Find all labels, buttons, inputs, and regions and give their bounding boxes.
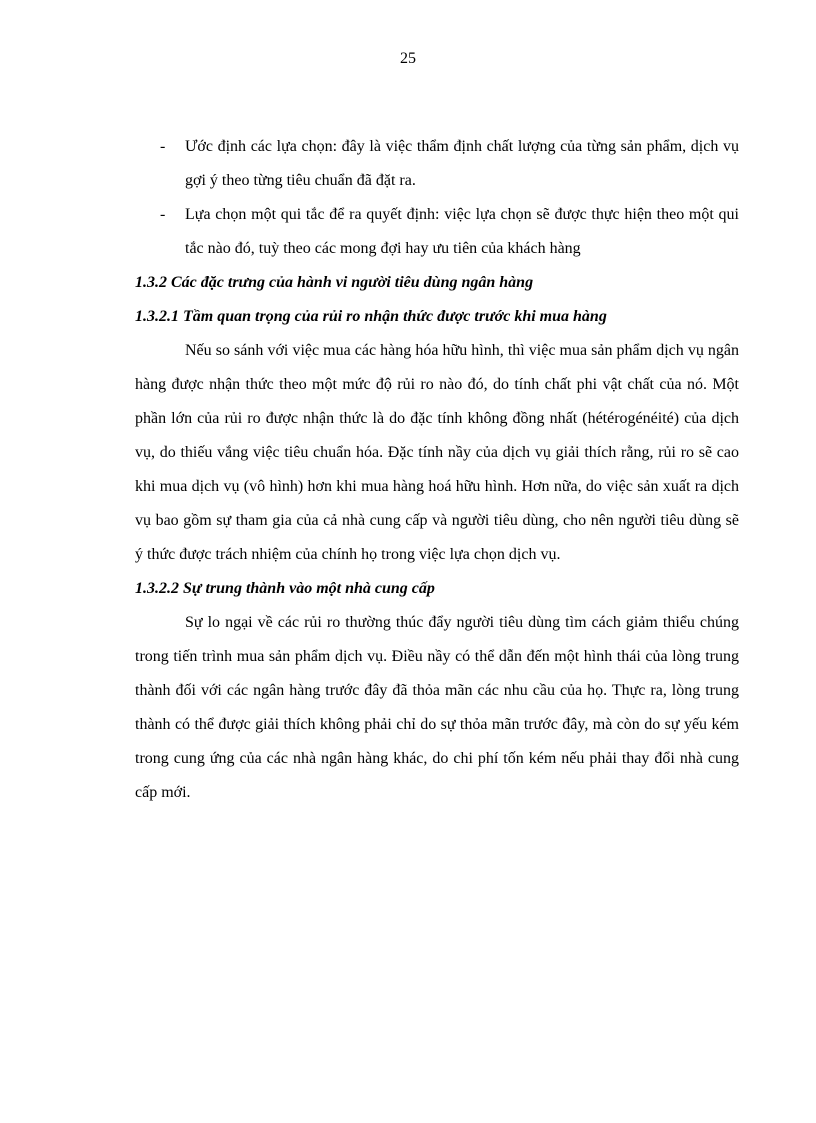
paragraph-perceived-risk: Nếu so sánh với việc mua các hàng hóa hữu hình, thì việc mua sản phẩm dịch vụ ngân hàng được nhận thức theo một mức độ rủi ro nào đó, do tính chất phi vật chất của nó. Một phần lớn của rủi ro được nhận thức là do đặc tính không đồng nhất (hétérogénéité) của dịch vụ, do thiếu vắng việc tiêu chuẩn hóa. Đặc tính nầy của dịch vụ giải thích rằng, rủi ro sẽ cao khi mua dịch vụ (vô hình) hơn khi mua hàng hoá hữu hình. Hơn nữa, do việc sản xuất ra dịch vụ bao gồm sự tham gia của cả nhà cung cấp và người tiêu dùng, cho nên người tiêu dùng sẽ ý thức được trách nhiệm của chính họ trong việc lựa chọn dịch vụ. (135, 342, 739, 563)
bullet-item-decision-rule (135, 198, 739, 266)
section-heading-1-3-2-1: 1.3.2.1 Tầm quan trọng của rủi ro nhận thức được trước khi mua hàng (135, 308, 607, 325)
bullet-text: Ước định các lựa chọn: đây là việc thẩm định chất lượng của từng sản phẩm, dịch vụ gợi ý theo từng tiêu chuẩn đã đặt ra. (185, 138, 739, 189)
bullet-text: Lựa chọn một qui tắc để ra quyết định: việc lựa chọn sẽ được thực hiện theo một qui tắc nào đó, tuỳ theo các mong đợi hay ưu tiên của khách hàng (185, 206, 739, 257)
page-number: 25 (400, 50, 416, 67)
section-heading-1-3-2-2: 1.3.2.2 Sự trung thành vào một nhà cung cấp (135, 580, 435, 597)
paragraph-loyalty: Sự lo ngại về các rủi ro thường thúc đẩy người tiêu dùng tìm cách giảm thiểu chúng trong tiến trình mua sản phẩm dịch vụ. Điều nầy có thể dẫn đến một hình thái của lòng trung thành đối với các ngân hàng trước đây đã thỏa mãn các nhu cầu của họ. Thực ra, lòng trung thành có thể được giải thích không phải chỉ do sự thỏa mãn trước đây, mà còn do sự yếu kém trong cung ứng của các nhà ngân hàng khác, do chi phí tốn kém nếu phải thay đổi nhà cung cấp mới. (135, 614, 739, 801)
bullet-dash: - (160, 138, 166, 155)
bullet-dash: - (160, 206, 166, 223)
section-heading-1-3-2: 1.3.2 Các đặc trưng của hành vi người tiêu dùng ngân hàng (135, 274, 534, 291)
document-body (135, 130, 739, 810)
bullet-item-evaluate-choices (135, 130, 739, 198)
